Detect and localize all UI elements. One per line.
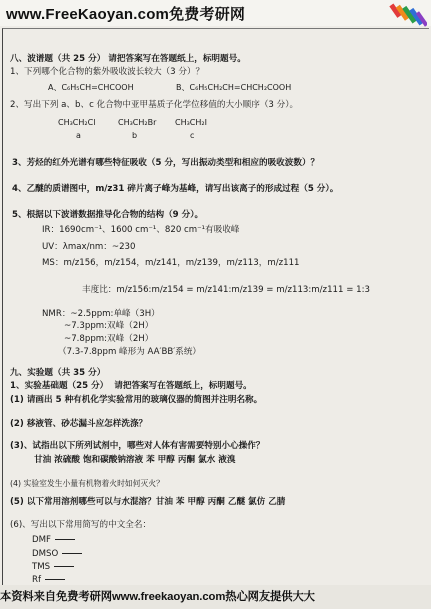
sec9-question-4: (4) 实验室发生小量有机物着火时如何灭火？	[10, 479, 164, 488]
sec8-question-1: 1、下列哪个化合物的紫外吸收波长较大（3 分）？	[10, 67, 205, 77]
abbr-tms: TMS	[32, 561, 74, 573]
compound-b: CH₃CH₂Br	[118, 118, 157, 127]
compound-c-label: c	[190, 131, 195, 140]
sec9-question-5: (5) 以下常用溶剂哪些可以与水混溶？甘油 苯 甲醇 丙酮 乙醚 氯仿 乙腈	[10, 497, 286, 507]
uv-data: UV：λmax/nm：~230	[42, 242, 136, 252]
compound-a-label: a	[76, 131, 81, 140]
compound-a: CH₃CH₂Cl	[58, 118, 96, 127]
section-8-heading: 八、波谱题（共 25 分） 请把答案写在答题纸上，标明题号。	[10, 54, 246, 64]
sec8-question-2: 2、写出下列 a、b、c 化合物中亚甲基质子化学位移值的大小顺序（3 分）。	[10, 100, 299, 110]
ir-data: IR：1690cm⁻¹、1600 cm⁻¹、820 cm⁻¹有吸收峰	[42, 225, 240, 235]
nmr-data-2: ~7.3ppm:双峰（2H）	[64, 321, 154, 331]
abbr-rf: Rf	[32, 574, 65, 586]
footer-text: 本资料来自免费考研网www.freekaoyan.com热心网友提供大大	[0, 591, 315, 603]
sec9-question-6: (6)、写出以下常用简写的中文全名：	[10, 520, 152, 530]
nmr-data-3: ~7.8ppm:双峰（2H）	[64, 334, 154, 344]
footer-banner	[0, 585, 431, 609]
sec9-question-3: (3)、试指出以下所列试剂中，哪些对人体有害需要特别小心操作？	[10, 441, 265, 451]
sec9-part-1-heading: 1、实验基础题（25 分） 请把答案写在答题纸上，标明题号。	[10, 381, 252, 391]
sec8-question-4: 4、乙醚的质谱图中，m/z31 碎片离子峰为基峰，请写出该离子的形成过程（5 分）。	[12, 184, 339, 194]
site-banner	[0, 0, 431, 26]
compound-b-label: b	[132, 131, 138, 140]
sec9-question-2: (2) 移液管、砂芯漏斗应怎样洗涤？	[10, 419, 148, 429]
sec8-question-5: 5、根据以下波谱数据推导化合物的结构（9 分）。	[12, 210, 204, 220]
sec8-q1-option-b: B、C₆H₅CH₂CH=CHCH₂COOH	[176, 83, 292, 92]
sec9-question-1: (1) 请画出 5 种有机化学实验常用的玻璃仪器的简图并注明名称。	[10, 395, 263, 405]
reagent-list: 甘油 浓硫酸 饱和碳酸钠溶液 苯 甲醇 丙酮 氯水 液溴	[34, 455, 236, 465]
site-url[interactable]: www.FreeKaoyan.com免费考研网	[6, 6, 246, 23]
sec8-question-3: 3、芳烃的红外光谱有哪些特征吸收（5 分，写出振动类型和相应的吸收波数）？	[12, 158, 320, 168]
nmr-data-note: （7.3-7.8ppm 峰形为 AA′BB′系统）	[58, 347, 202, 357]
abundance-ratio: 丰度比：m/z156:m/z154 = m/z141:m/z139 = m/z113:m/z111 = 1:3	[82, 285, 370, 295]
compound-c: CH₃CH₂I	[175, 118, 207, 127]
abbr-dmf: DMF	[32, 534, 75, 546]
ms-data: MS：m/z156，m/z154，m/z141，m/z139，m/z113，m/z111	[42, 258, 300, 268]
sec8-q1-option-a: A、C₆H₅CH=CHCOOH	[48, 83, 134, 92]
section-9-heading: 九、实验题（共 35 分）	[10, 368, 106, 378]
nmr-data-1: NMR：~2.5ppm:单峰（3H）	[42, 309, 160, 319]
abbr-dmso: DMSO	[32, 548, 82, 560]
